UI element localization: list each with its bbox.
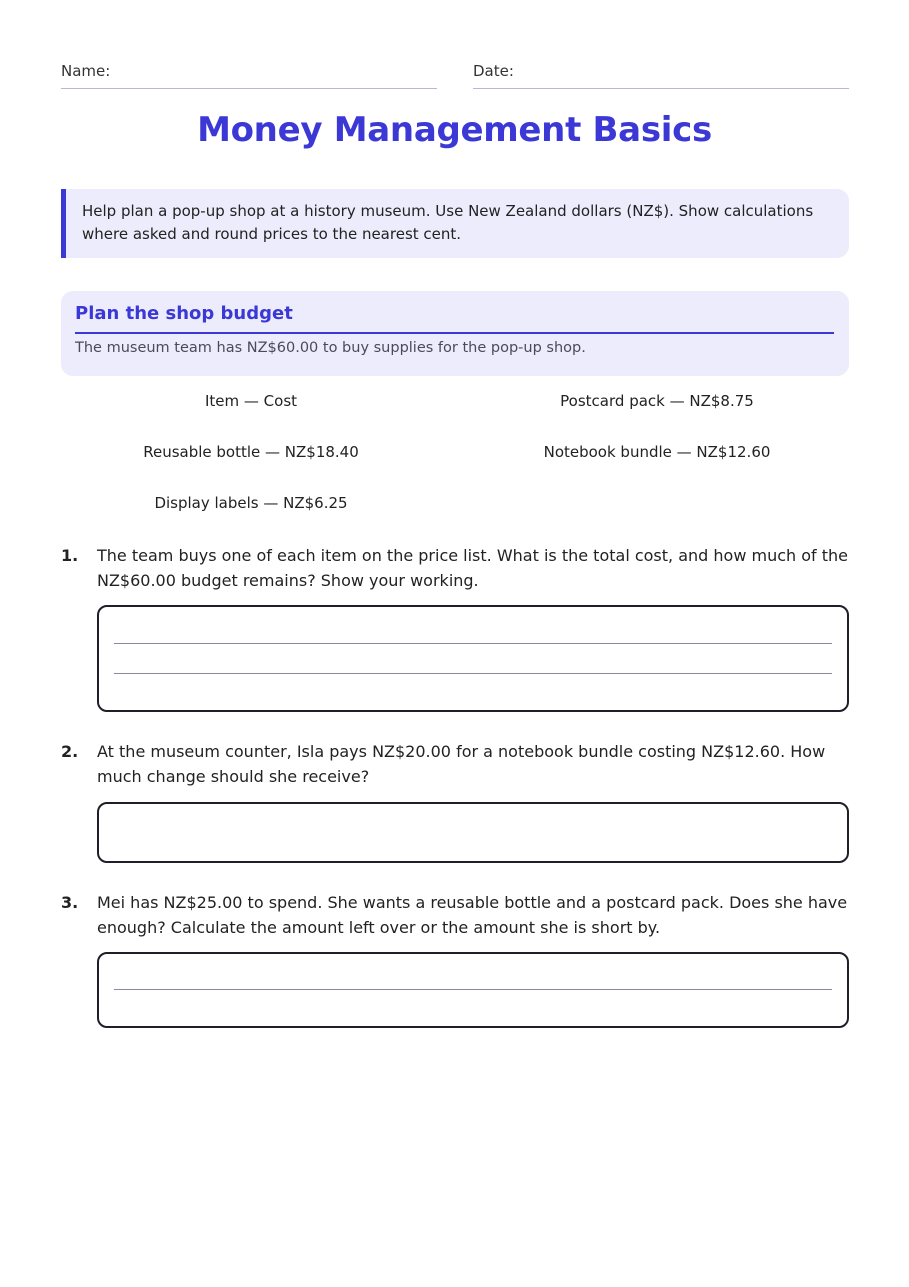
question-text: The team buys one of each item on the price list. What is the total cost, and how much of the NZ$60.00 budget remains? Show your working. xyxy=(97,546,849,590)
date-field[interactable] xyxy=(473,60,849,89)
section-heading: Plan the shop budget xyxy=(75,303,834,334)
question-3 xyxy=(61,890,849,940)
answer-line xyxy=(114,989,832,990)
question-text: Mei has NZ$25.00 to spend. She wants a reusable bottle and a postcard pack. Does she have enough? Calculate the amount left over or the amount she is short by. xyxy=(97,893,848,937)
section-subtext: The museum team has NZ$60.00 to buy supplies for the pop-up shop. xyxy=(75,340,586,356)
answer-box-2[interactable] xyxy=(97,802,849,863)
question-text: At the museum counter, Isla pays NZ$20.00 for a notebook bundle costing NZ$12.60. How much change should she receive? xyxy=(97,742,826,786)
question-number: 1. xyxy=(61,546,79,565)
price-item-notebook: Notebook bundle — NZ$12.60 xyxy=(543,443,771,461)
question-2 xyxy=(61,739,849,789)
price-item-bottle: Reusable bottle — NZ$18.40 xyxy=(143,443,359,461)
budget-section-panel xyxy=(61,291,849,376)
answer-box-1[interactable] xyxy=(97,605,849,712)
question-number: 2. xyxy=(61,742,79,761)
name-field[interactable] xyxy=(61,60,437,89)
question-1 xyxy=(61,543,849,593)
page-title: Money Management Basics xyxy=(197,110,712,150)
name-label: Name: xyxy=(61,62,111,80)
answer-box-3[interactable] xyxy=(97,952,849,1028)
intro-callout: Help plan a pop-up shop at a history museum. Use New Zealand dollars (NZ$). Show calculations where asked and round prices to the nearest cent. xyxy=(61,189,849,258)
price-item-postcard: Postcard pack — NZ$8.75 xyxy=(560,392,754,410)
question-number: 3. xyxy=(61,893,79,912)
answer-line xyxy=(114,643,832,644)
price-item-labels: Display labels — NZ$6.25 xyxy=(154,494,348,512)
price-list-header: Item — Cost xyxy=(204,392,298,410)
answer-line xyxy=(114,673,832,674)
date-label: Date: xyxy=(473,62,514,80)
